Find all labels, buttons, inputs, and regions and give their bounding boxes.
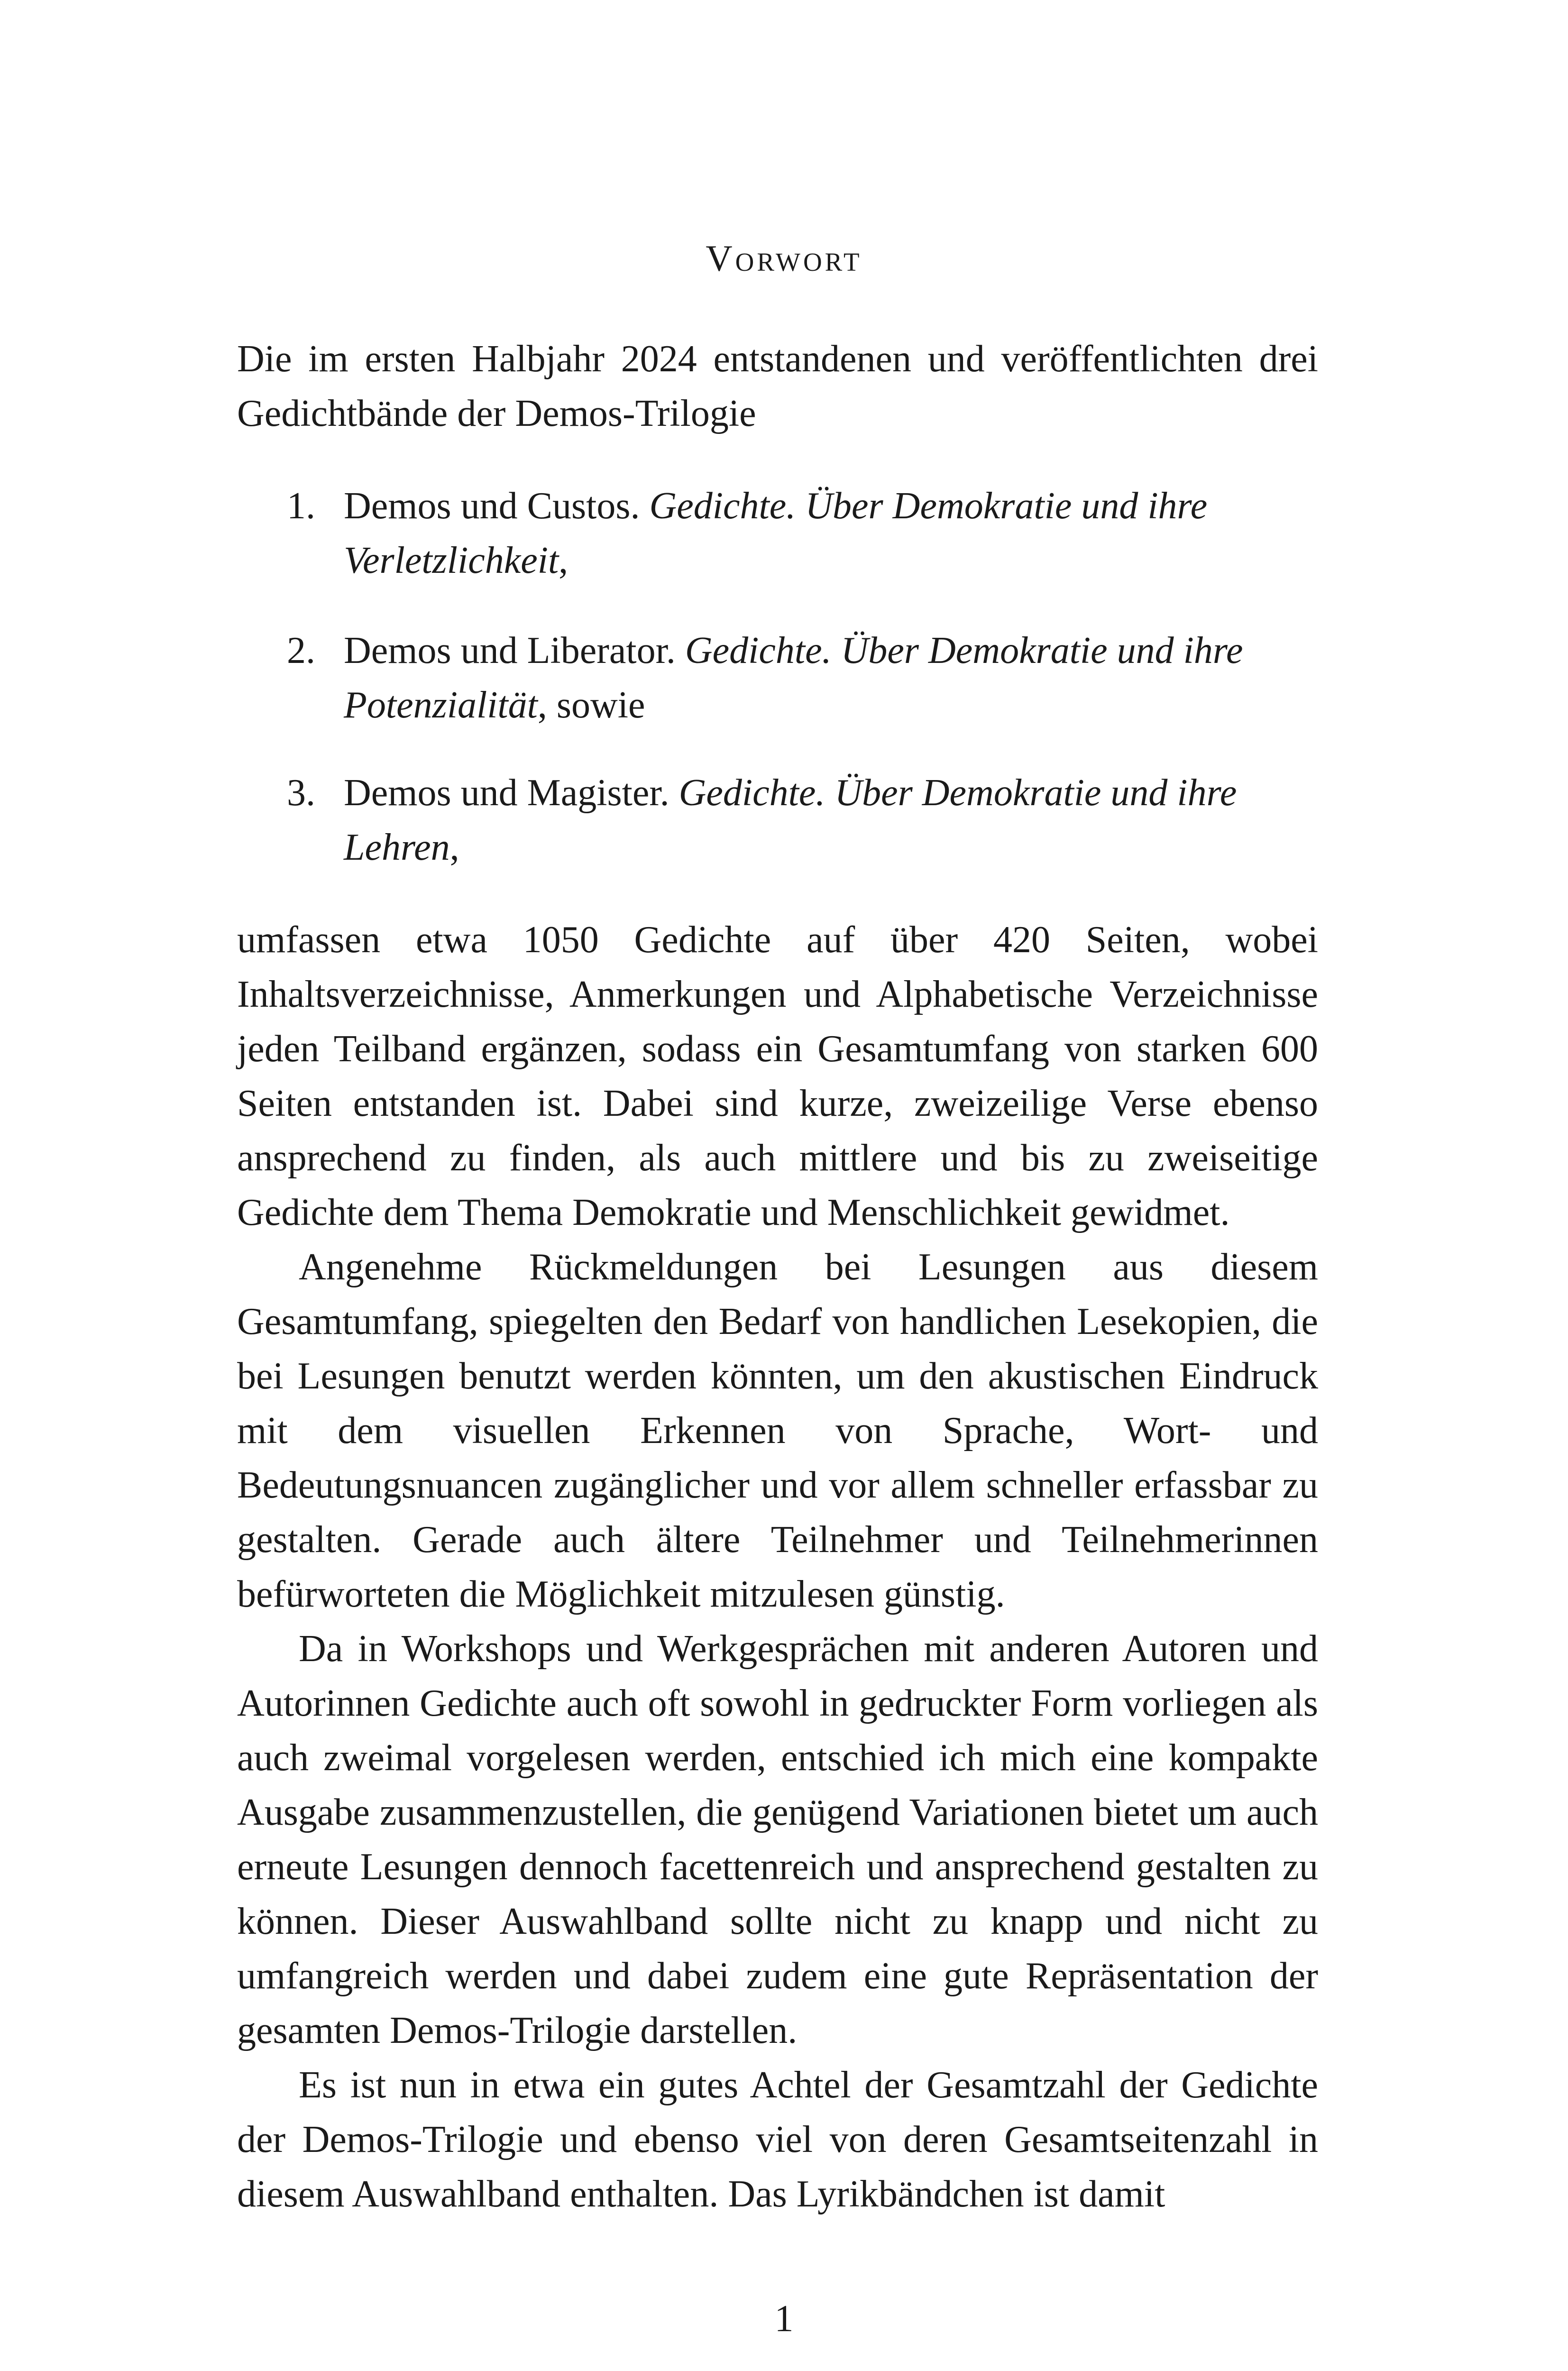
list-item-subtitle: Gedichte. Über Demokratie und ihre Potenzialität [344, 630, 1243, 726]
list-item-suffix: , [449, 827, 459, 868]
body-paragraph: Angenehme Rückmeldungen bei Lesungen aus diesem Gesamtumfang, spiegelten den Bedarf von handlichen Lesekopien, die bei Lesungen benutzt werden könnten, um den akustischen Eindruck mit dem visuellen Erkennen von Sprache, Wort- und Bedeutungsnuancen zugänglicher und vor allem schneller erfassbar zu gestalten. Gerade auch ältere Teilnehmer und Teilnehmerinnen befürworteten die Möglichkeit mitzulesen günstig. [237, 1246, 1318, 1615]
body-paragraph: Es ist nun in etwa ein gutes Achtel der Gesamtzahl der Gedichte der Demos-Trilogie und ebenso viel von deren Gesamtseitenzahl in diesem Auswahlband enthalten. Das Lyrikbändchen ist damit [237, 2064, 1318, 2215]
list-item-title: Demos und Liberator. [344, 630, 676, 671]
list-item-suffix: , [559, 540, 569, 581]
list-item-subtitle: Gedichte. Über Demokratie und ihre Lehren [344, 772, 1237, 868]
list-item-number: 1. [287, 485, 315, 527]
list-item-title: Demos und Magister. [344, 772, 669, 814]
list-item-title: Demos und Custos. [344, 485, 640, 527]
page-number: 1 [774, 2298, 794, 2340]
body-paragraph: umfassen etwa 1050 Gedichte auf über 420 Seiten, wobei Inhaltsverzeichnisse, Anmerkungen und Alphabetische Verzeichnisse jeden Teilband ergänzen, sodass ein Gesamtumfang von starken 600 Seiten entstanden ist. Dabei sind kurze, zweizeilige Verse ebenso ansprechend zu finden, als auch mittlere und bis zu zweiseitige Gedichte dem Thema Demokratie und Menschlichkeit gewidmet. [237, 919, 1318, 1233]
body-paragraph: Da in Workshops und Werkgesprächen mit anderen Autoren und Autorinnen Gedichte auch oft sowohl in gedruckter Form vorliegen als auch zweimal vorgelesen werden, entschied ich mich eine kompakte Ausgabe zusammenzustellen, die genügend Variationen bietet um auch erneute Lesungen dennoch facettenreich und ansprechend gestalten zu können. Dieser Auswahlband sollte nicht zu knapp und nicht zu umfangreich werden und dabei zudem eine gute Repräsentation der gesamten Demos-Trilogie darstellen. [237, 1628, 1318, 2051]
list-item-number: 2. [287, 630, 315, 671]
list-item-subtitle: Gedichte. Über Demokratie und ihre Verletzlichkeit [344, 485, 1208, 581]
chapter-heading: Vorwort [706, 238, 862, 279]
list-item-number: 3. [287, 772, 315, 814]
list-item-suffix: , sowie [537, 684, 645, 726]
body-text [237, 913, 1318, 2222]
list-item [287, 766, 1318, 875]
list-item [287, 624, 1318, 733]
list-item [287, 479, 1318, 588]
intro-paragraph: Die im ersten Halbjahr 2024 entstandenen und veröffentlichten drei Gedichtbände der Demos-Trilogie [237, 338, 1318, 434]
